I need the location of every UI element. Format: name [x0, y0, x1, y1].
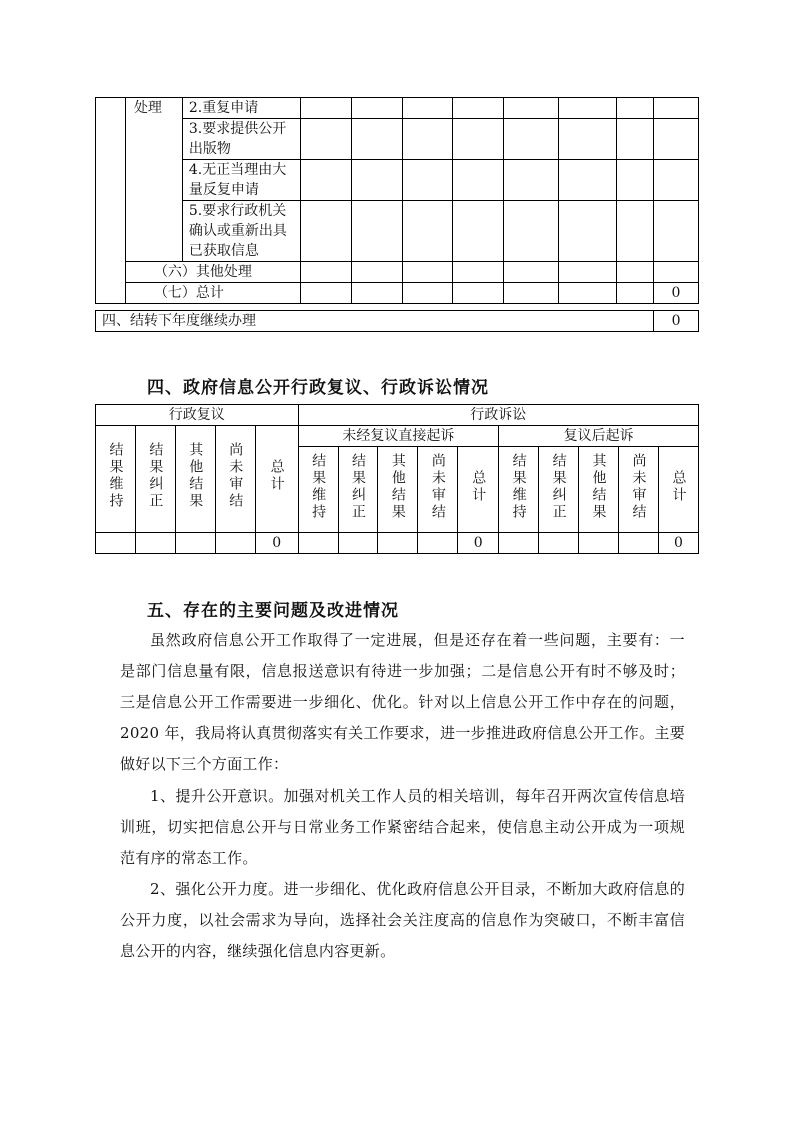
review-litigation-table: [95, 404, 699, 554]
value-cell: [378, 533, 418, 554]
admin-review-header: 行政复议: [96, 405, 299, 426]
col-header: 尚未审结: [429, 452, 446, 521]
after-review-header: 复议后起诉: [499, 426, 699, 447]
value-cell: [579, 533, 619, 554]
carry-over-label: 四、结转下年度继续办理: [96, 311, 654, 332]
value-cell: [418, 533, 458, 554]
value-cell: [298, 533, 338, 554]
section4-heading: 四、政府信息公开行政复议、行政诉讼情况: [147, 378, 489, 398]
item-label: 2.重复申请: [182, 98, 300, 119]
col-header: 其他结果: [187, 442, 204, 510]
admin-litigation-header: 行政诉讼: [298, 405, 698, 426]
col-header: 结果维持: [510, 452, 527, 521]
col-header: 结果维持: [310, 452, 327, 521]
value-cell: [175, 533, 215, 554]
col-header: 总计: [268, 459, 285, 493]
col-header: 总计: [670, 469, 687, 504]
value-cell: [96, 533, 136, 554]
item-label: 4.无正当理由大量反复申请: [182, 160, 300, 201]
paragraph: 虽然政府信息公开工作取得了一定进展，但是还存在着一些问题，主要有：一是部门信息量有限，信息报送意识有待进一步加强；二是信息公开有时不够及时；三是信息公开工作需要进一步细化、优化。针对以上信息公开工作中存在的问题，2020 年，我局将认真贯彻落实有关工作要求，进一步推进政府信息公开工作。主要做好以下三个方面工作：: [120, 631, 685, 773]
section5-heading: 五、存在的主要问题及改进情况: [147, 601, 399, 621]
value-cell: 0: [658, 533, 698, 554]
col-header: 结果纠正: [147, 442, 164, 510]
col-header: 其他结果: [590, 452, 607, 521]
group-label: 处理: [125, 98, 182, 262]
value-cell: [215, 533, 255, 554]
col-header: 结果维持: [107, 442, 124, 510]
value-cell: 0: [255, 533, 298, 554]
carry-over-row: [95, 310, 699, 332]
col-header: 尚未审结: [227, 442, 244, 510]
application-handling-table: [95, 97, 699, 304]
paragraph: 1、提升公开意识。加强对机关工作人员的相关培训，每年召开两次宣传信息培训班，切实把信息公开与日常业务工作紧密结合起来，使信息主动公开成为一项规范有序的常态工作。: [120, 787, 685, 867]
value-cell: [135, 533, 175, 554]
other-handling-label: （六）其他处理: [125, 262, 300, 283]
total-label: （七）总计: [125, 283, 300, 304]
blank-cell: [96, 98, 126, 304]
value-cell: [499, 533, 539, 554]
total-value: 0: [653, 283, 698, 304]
item-label: 5.要求行政机关确认或重新出具已获取信息: [182, 201, 300, 262]
item-label: 3.要求提供公开出版物: [182, 119, 300, 160]
col-header: 尚未审结: [630, 452, 647, 521]
value-cell: 0: [458, 533, 499, 554]
direct-suit-header: 未经复议直接起诉: [298, 426, 499, 447]
col-header: 其他结果: [389, 452, 406, 521]
col-header: 结果纠正: [550, 452, 567, 521]
value-cell: [539, 533, 579, 554]
value-cell: [618, 533, 658, 554]
col-header: 总计: [470, 469, 487, 504]
paragraph: 2、强化公开力度。进一步细化、优化政府信息公开目录，不断加大政府信息的公开力度，以社会需求为导向，选择社会关注度高的信息作为突破口，不断丰富信息公开的内容，继续强化信息内容更新。: [120, 880, 685, 960]
col-header: 结果纠正: [349, 452, 366, 521]
carry-over-value: 0: [654, 311, 699, 332]
value-cell: [338, 533, 378, 554]
